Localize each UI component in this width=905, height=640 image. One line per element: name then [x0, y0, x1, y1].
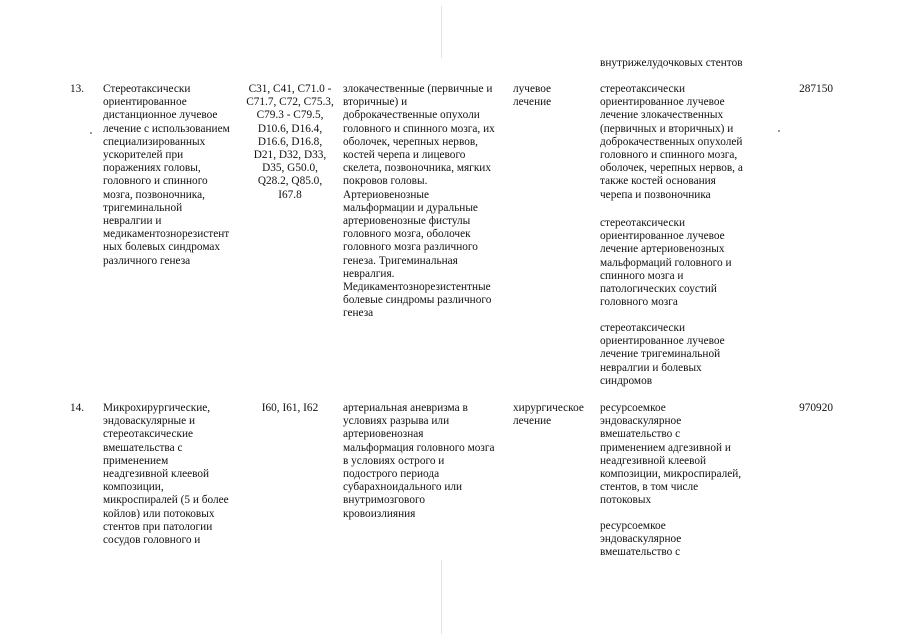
- patient-model: артериальная аневризма в условиях разрыва или артериовенозная мальформация головного мозга в условиях острого и подострого периода субарахноидального или внутримозгового кровоизлияния: [343, 402, 495, 520]
- treatment-method: ресурсоемкое эндоваскулярное вмешательство с: [600, 520, 682, 559]
- scan-fold-line-top: [441, 6, 442, 58]
- icd-codes: I60, I61, I62: [261, 402, 319, 414]
- care-type-name: Стереотаксически ориентированное дистанционное лучевое лечение с использованием специализированных ускорителей при поражениях головы, головного и спинного мозга, позвоночника, тригеминальной невралгии и медикаментознорезистент ных болевых синдромах различного генеза: [103, 83, 230, 267]
- treatment-method: стереотаксически ориентированное лучевое лечение злокачественных (первичных и вторичных) и доброкачественных опухолей головного и спинного мозга, оболочек, черепных нервов, а также костей основания черепа и позвоночника: [600, 83, 743, 201]
- standard-cost: 287150: [799, 83, 833, 95]
- row-number: 14.: [70, 402, 85, 414]
- scan-speck-left: [90, 132, 92, 134]
- icd-codes: С31, С41, С71.0 - С71.7, С72, С75.3, С79.3 - С79.5, D10.6, D16.4, D16.6, D16.8, D21, D32, D33, D35, G50.0, Q28.2, Q85.0, I67.8: [246, 83, 334, 201]
- carryover-method: внутрижелудочковых стентов: [600, 57, 743, 69]
- treatment-method: стереотаксически ориентированное лучевое лечение тригеминальной невралгии и болевых синдромов: [600, 322, 725, 387]
- standard-cost: 970920: [799, 402, 833, 414]
- treatment-method: стереотаксически ориентированное лучевое лечение артериовенозных мальформаций головного и спинного мозга и патологических соустий головного мозга: [600, 217, 732, 309]
- scan-fold-line-bottom: [441, 560, 442, 634]
- scan-speck-right: [778, 130, 780, 132]
- treatment-method: ресурсоемкое эндоваскулярное вмешательство с применением адгезивной и неадгезивной клеевой композиции, микроспиралей, стентов, в том числе потоковых: [600, 402, 742, 507]
- treatment-kind: хирургическое лечение: [513, 402, 584, 428]
- treatment-kind: лучевое лечение: [513, 83, 552, 109]
- patient-model: злокачественные (первичные и вторичные) и доброкачественные опухоли головного и спинного мозга, их оболочек, черепных нервов, костей черепа и лицевого скелета, позвоночника, мягких покровов головы. Артериовенозные мальформации и дуральные артериовенозные фистулы головного мозга, оболочек головного мозга различного генеза. Тригеминальная невралгия. Медикаментознорезистентные болевые синдромы различного генеза: [343, 83, 495, 320]
- row-number: 13.: [70, 83, 85, 95]
- care-type-name: Микрохирургические, эндоваскулярные и стереотаксические вмешательства с применением неадгезивной клеевой композиции, микроспиралей (5 и более койлов) или потоковых стентов при патологии сосудов головного и: [103, 402, 229, 547]
